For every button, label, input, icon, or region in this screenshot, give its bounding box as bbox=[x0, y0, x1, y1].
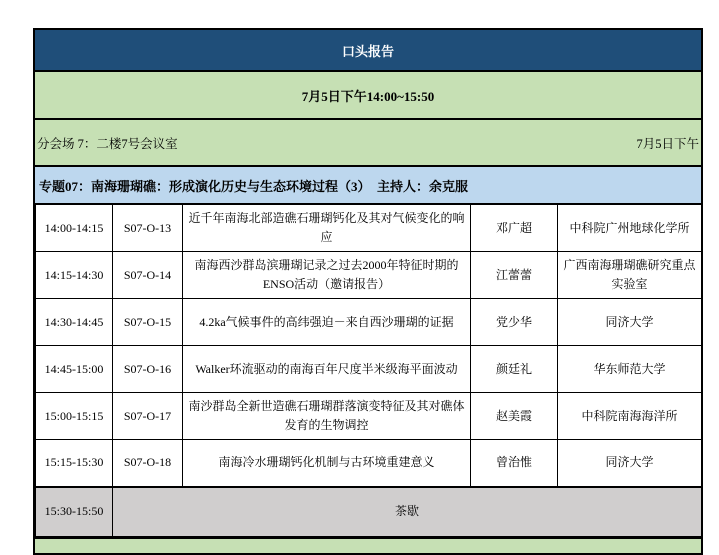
program-table bbox=[35, 204, 702, 539]
affiliation-cell: 中科院南海海洋所 bbox=[558, 393, 702, 440]
time-cell: 14:30-14:45 bbox=[36, 299, 113, 346]
title-cell: 南海冷水珊瑚钙化机制与古环境重建意义 bbox=[183, 440, 471, 487]
table-row bbox=[36, 299, 702, 346]
paper-id-cell: S07-O-13 bbox=[113, 205, 183, 252]
time-cell: 14:45-15:00 bbox=[36, 346, 113, 393]
title-cell: 4.2ka气候事件的高纬强迫－来自西沙珊瑚的证据 bbox=[183, 299, 471, 346]
program-sheet bbox=[33, 28, 703, 555]
time-cell: 15:15-15:30 bbox=[36, 440, 113, 487]
table-row bbox=[36, 393, 702, 440]
time-cell: 14:00-14:15 bbox=[36, 205, 113, 252]
topic-bar bbox=[35, 167, 701, 204]
paper-id-cell: S07-O-14 bbox=[113, 252, 183, 299]
speaker-cell: 曾治惟 bbox=[471, 440, 558, 487]
venue-date-label: 7月5日下午 bbox=[636, 136, 699, 151]
speaker-cell: 江蕾蕾 bbox=[471, 252, 558, 299]
table-row bbox=[36, 440, 702, 487]
tea-break-row bbox=[36, 487, 702, 538]
table-row bbox=[36, 346, 702, 393]
speaker-cell: 党少华 bbox=[471, 299, 558, 346]
speaker-cell: 赵美霞 bbox=[471, 393, 558, 440]
affiliation-cell: 中科院广州地球化学所 bbox=[558, 205, 702, 252]
title-cell: Walker环流驱动的南海百年尺度半米级海平面波动 bbox=[183, 346, 471, 393]
speaker-cell: 邓广超 bbox=[471, 205, 558, 252]
title-cell: 南海西沙群岛滨珊瑚记录之过去2000年特征时期的ENSO活动（邀请报告） bbox=[183, 252, 471, 299]
paper-id-cell: S07-O-18 bbox=[113, 440, 183, 487]
affiliation-cell: 同济大学 bbox=[558, 440, 702, 487]
section-title: 口头报告 bbox=[341, 43, 394, 59]
title-cell: 近千年南海北部造礁石珊瑚钙化及其对气候变化的响应 bbox=[183, 205, 471, 252]
table-row bbox=[36, 205, 702, 252]
tea-break-label: 茶歇 bbox=[113, 487, 702, 538]
affiliation-cell: 广西南海珊瑚礁研究重点实验室 bbox=[558, 252, 702, 299]
affiliation-cell: 华东师范大学 bbox=[558, 346, 702, 393]
section-title-bar bbox=[35, 30, 701, 72]
title-cell: 南沙群岛全新世造礁石珊瑚群落演变特征及其对礁体发育的生物调控 bbox=[183, 393, 471, 440]
paper-id-cell: S07-O-17 bbox=[113, 393, 183, 440]
speaker-cell: 颜廷礼 bbox=[471, 346, 558, 393]
time-cell: 15:00-15:15 bbox=[36, 393, 113, 440]
session-time: 7月5日下午14:00~15:50 bbox=[301, 88, 435, 104]
table-row bbox=[36, 252, 702, 299]
venue-label: 分会场 7：二楼7号会议室 bbox=[37, 136, 178, 151]
time-cell: 15:30-15:50 bbox=[36, 487, 113, 538]
paper-id-cell: S07-O-16 bbox=[113, 346, 183, 393]
venue-bar bbox=[35, 120, 701, 167]
topic-label: 专题07：南海珊瑚礁：形成演化历史与生态环境过程（3） 主持人：余克服 bbox=[39, 178, 469, 194]
session-time-bar bbox=[35, 72, 701, 120]
affiliation-cell: 同济大学 bbox=[558, 299, 702, 346]
paper-id-cell: S07-O-15 bbox=[113, 299, 183, 346]
time-cell: 14:15-14:30 bbox=[36, 252, 113, 299]
